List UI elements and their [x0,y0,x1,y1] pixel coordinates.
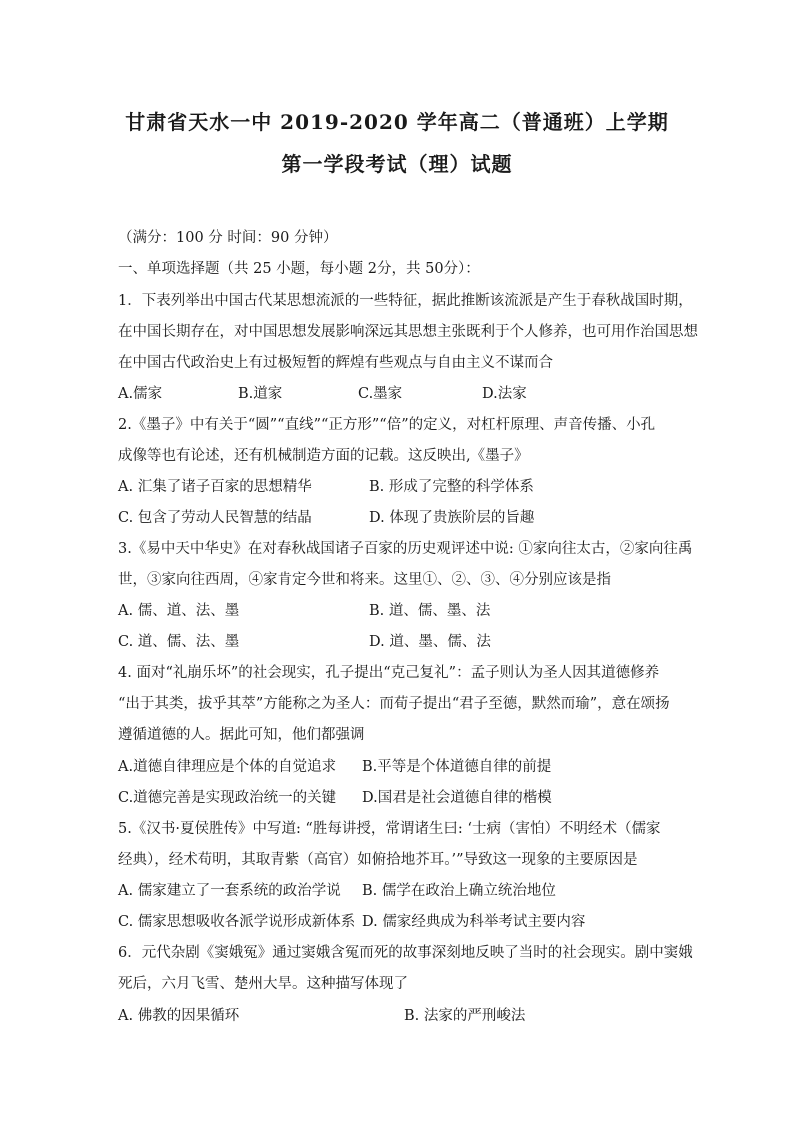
question-5-line-1: 5.《汉书·夏侯胜传》中写道: “胜每讲授，常谓诸生曰: ‘士病（害怕）不明经术（儒家 [118,821,661,837]
question-6-line-2: 死后，六月飞雪、楚州大旱。这种描写体现了 [118,976,408,992]
question-1-option-d: D.法家 [482,386,527,402]
question-2-option-a: A. 汇集了诸子百家的思想精华 [118,479,312,495]
question-1-line-3: 在中国古代政治史上有过极短暂的辉煌有些观点与自由主义不谋而合 [118,355,553,371]
question-3-option-b: B. 道、儒、墨、法 [369,603,491,619]
question-1-line-2: 在中国长期存在，对中国思想发展影响深远其思想主张既利于个人修养，也可用作治国思想 [118,324,698,340]
question-3-option-a: A. 儒、道、法、墨 [118,603,240,619]
question-6-line-1: 6．元代杂剧《窦娥冤》通过窦娥含冤而死的故事深刻地反映了当时的社会现实。剧中窦娥 [118,945,693,961]
question-6-option-a: A. 佛教的因果循环 [118,1008,240,1024]
question-5-line-2: 经典），经术苟明，其取青紫（高官）如俯拾地芥耳。’”导致这一现象的主要原因是 [118,852,638,868]
question-1-option-b: B.道家 [238,386,283,402]
exam-title-line2: 第一学段考试（理）试题 [281,152,513,176]
question-3-option-c: C. 道、儒、法、墨 [118,634,240,650]
question-1-option-c: C.墨家 [358,386,403,402]
question-4-option-a: A.道德自律理应是个体的自觉追求 [118,759,337,775]
question-1-option-a: A.儒家 [118,386,163,402]
question-4-option-d: D.国君是社会道德自律的楷模 [362,790,552,806]
score-time-info: （满分：100 分 时间：90 分钟） [118,230,338,246]
question-5-option-b: B. 儒学在政治上确立统治地位 [362,883,556,899]
question-4-line-3: 遵循道德的人。据此可知，他们都强调 [118,727,365,743]
question-4-line-2: “出于其类，拔乎其萃”方能称之为圣人：而荀子提出“君子至德，默然而瑜”，意在颂扬 [118,696,670,712]
question-2-option-b: B. 形成了完整的科学体系 [369,479,534,495]
question-5-option-d: D. 儒家经典成为科举考试主要内容 [362,914,586,930]
question-6-option-b: B. 法家的严刑峻法 [404,1008,526,1024]
question-2-line-1: 2.《墨子》中有关于“圆”“直线”“正方形”“倍”的定义，对杠杆原理、声音传播、小孔 [118,417,656,433]
question-3-line-2: 世，③家向往西周，④家肯定今世和将来。这里①、②、③、④分别应该是指 [118,572,611,588]
question-2-line-2: 成像等也有论述，还有机械制造方面的记载。这反映出,《墨子》 [118,448,529,464]
question-4-line-1: 4. 面对“礼崩乐坏”的社会现实，孔子提出“克己复礼”：孟子则认为圣人因其道德修养 [118,665,660,681]
question-5-option-a: A. 儒家建立了一套系统的政治学说 [118,883,341,899]
question-3-line-1: 3.《易中天中华史》在对春秋战国诸子百家的历史观评述中说: ①家向往太古，②家向往禹 [118,541,693,557]
question-2-option-d: D. 体现了贵族阶层的旨趣 [369,510,535,526]
question-5-option-c: C. 儒家思想吸收各派学说形成新体系 [118,914,356,930]
section-heading: 一、单项选择题（共 25 小题，每小题 2分，共 50分）： [118,261,480,277]
question-4-option-c: C.道德完善是实现政治统一的关键 [118,790,337,806]
question-3-option-d: D. 道、墨、儒、法 [369,634,491,650]
question-2-option-c: C. 包含了劳动人民智慧的结晶 [118,510,312,526]
question-4-option-b: B.平等是个体道德自律的前提 [362,759,552,775]
exam-title-line1: 甘肃省天水一中 2019-2020 学年高二（普通班）上学期 [125,110,669,134]
question-1-line-1: 1．下表列举出中国古代某思想流派的一些特征，据此推断该流派是产生于春秋战国时期， [118,293,693,309]
